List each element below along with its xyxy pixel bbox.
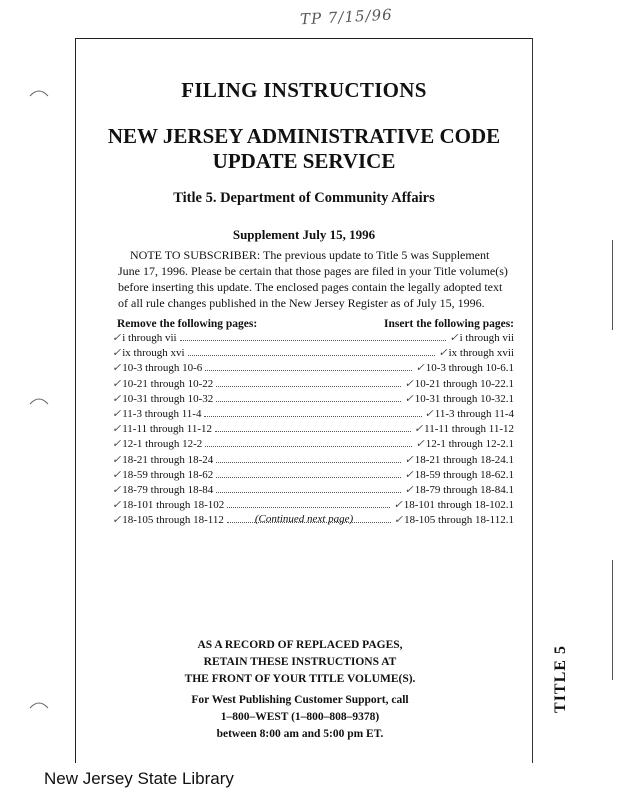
checkmark-icon: ✓ — [112, 453, 122, 466]
insert-cell — [393, 498, 514, 511]
insert-cell — [404, 377, 514, 390]
punch-hole-mark — [28, 696, 50, 710]
table-row — [112, 422, 514, 437]
customer-support-info — [150, 692, 450, 743]
insert-cell — [415, 437, 514, 450]
insert-cell — [438, 346, 514, 359]
checkmark-icon: ✓ — [393, 514, 404, 527]
checkmark-icon: ✓ — [424, 407, 434, 420]
insert-cell — [425, 407, 514, 420]
table-row — [112, 498, 514, 513]
insert-cell — [404, 453, 514, 466]
insert-pages-text: 18-105 through 18-112.1 — [404, 514, 514, 527]
insert-pages-text: 12-1 through 12-2.1 — [425, 438, 514, 451]
remove-pages-text: 18-101 through 18-102 — [122, 499, 225, 512]
remove-cell — [112, 346, 185, 359]
title-side-tab: TITLE 5 — [551, 645, 569, 713]
handwritten-annotation: TP 7/15/96 — [299, 5, 394, 29]
insert-pages-text: 10-21 through 10-22.1 — [414, 377, 514, 390]
remove-pages-text: 10-31 through 10-32 — [122, 392, 214, 405]
remove-pages-text: 18-59 through 18-62 — [122, 468, 214, 481]
frame-top-rule — [75, 38, 533, 39]
dot-leader — [215, 423, 411, 432]
remove-cell — [112, 437, 202, 450]
remove-cell — [112, 407, 201, 420]
checkmark-icon: ✓ — [112, 377, 122, 390]
punch-hole-mark — [28, 84, 50, 98]
insert-cell — [404, 483, 514, 496]
remove-pages-text: 10-3 through 10-6 — [122, 362, 203, 375]
record-line: AS A RECORD OF REPLACED PAGES, — [197, 639, 403, 651]
dot-leader — [216, 484, 401, 493]
insert-pages-text: 18-101 through 18-102.1 — [403, 499, 514, 512]
checkmark-icon: ✓ — [112, 468, 122, 481]
table-row — [112, 331, 514, 346]
record-line: THE FRONT OF YOUR TITLE VOLUME(S). — [184, 673, 416, 685]
table-row — [112, 377, 514, 392]
table-row — [112, 437, 514, 452]
insert-cell — [404, 468, 514, 481]
checkmark-icon: ✓ — [438, 347, 448, 360]
checkmark-icon: ✓ — [112, 347, 122, 360]
checkmark-icon: ✓ — [404, 453, 414, 466]
support-phone: 1–800–WEST (1–800–808–9378) — [220, 711, 380, 723]
insert-pages-text: ix through xvii — [448, 347, 514, 360]
checkmark-icon: ✓ — [112, 499, 122, 512]
remove-cell — [112, 361, 202, 374]
checkmark-icon: ✓ — [404, 392, 414, 405]
continued-note: (Continued next page) — [254, 513, 354, 525]
remove-pages-text: 11-3 through 11-4 — [122, 407, 202, 420]
remove-column-header: Remove the following pages: — [117, 318, 258, 330]
title-subtitle: Title 5. Department of Community Affairs — [173, 190, 435, 206]
remove-cell — [112, 483, 213, 496]
remove-cell — [112, 468, 213, 481]
code-title-line1: NEW JERSEY ADMINISTRATIVE CODE — [107, 124, 501, 148]
support-line: For West Publishing Customer Support, call — [191, 694, 409, 706]
page-title: FILING INSTRUCTIONS — [181, 78, 427, 102]
insert-pages-text: 18-21 through 18-24.1 — [414, 453, 514, 466]
frame-right-rule — [532, 38, 533, 763]
table-row — [112, 407, 514, 422]
checkmark-icon: ✓ — [112, 392, 122, 405]
table-row — [112, 346, 514, 361]
dot-leader — [180, 332, 447, 341]
support-hours: between 8:00 am and 5:00 pm ET. — [216, 728, 384, 740]
library-footer: New Jersey State Library — [44, 769, 234, 788]
insert-cell — [415, 361, 514, 374]
remove-pages-text: 18-105 through 18-112 — [122, 514, 224, 527]
table-row — [112, 468, 514, 483]
dot-leader — [227, 499, 390, 508]
subscriber-note: NOTE TO SUBSCRIBER: The previous update to Title 5 was Supplement June 17, 1996. Please be certain that those pages are filed in your Title volume(s) before inserting this update. The enclosed pages contain the legally adopted text of all rule changes published in the New Jersey Register as of July 15, 1996. — [118, 248, 508, 310]
dot-leader — [205, 362, 412, 371]
insert-pages-text: i through vii — [459, 332, 514, 344]
insert-cell — [404, 392, 514, 405]
record-line: RETAIN THESE INSTRUCTIONS AT — [203, 656, 397, 668]
checkmark-icon: ✓ — [112, 438, 122, 451]
checkmark-icon: ✓ — [112, 407, 122, 420]
checkmark-icon: ✓ — [112, 332, 122, 344]
remove-cell — [112, 422, 212, 435]
supplement-date: Supplement July 15, 1996 — [232, 227, 376, 242]
remove-pages-text: 11-11 through 11-12 — [122, 423, 213, 436]
remove-cell — [112, 392, 213, 405]
scan-edge-mark — [612, 240, 613, 330]
code-title-line2: UPDATE SERVICE — [212, 149, 396, 173]
checkmark-icon: ✓ — [112, 423, 122, 436]
remove-pages-text: i through vii — [122, 332, 177, 344]
checkmark-icon: ✓ — [393, 499, 403, 512]
remove-cell — [112, 331, 177, 344]
remove-pages-text: 12-1 through 12-2 — [122, 438, 203, 451]
checkmark-icon: ✓ — [415, 438, 425, 451]
dot-leader — [216, 469, 401, 478]
remove-pages-text: 10-21 through 10-22 — [122, 377, 214, 390]
checkmark-icon: ✓ — [112, 362, 122, 375]
remove-cell — [112, 377, 213, 390]
remove-cell — [112, 453, 213, 466]
checkmark-icon: ✓ — [404, 483, 414, 496]
insert-pages-text: 11-3 through 11-4 — [434, 407, 514, 420]
remove-pages-text: ix through xvi — [122, 347, 185, 360]
dot-leader — [216, 378, 401, 387]
insert-pages-text: 18-79 through 18-84.1 — [414, 483, 514, 496]
insert-cell — [449, 331, 514, 344]
table-row — [112, 453, 514, 468]
checkmark-icon: ✓ — [413, 423, 424, 436]
remove-pages-text: 18-21 through 18-24 — [122, 453, 214, 466]
scan-edge-mark — [612, 560, 613, 680]
remove-pages-text: 18-79 through 18-84 — [122, 483, 214, 496]
checkmark-icon: ✓ — [449, 332, 459, 344]
dot-leader — [216, 454, 401, 463]
insert-pages-text: 18-59 through 18-62.1 — [414, 468, 514, 481]
insert-pages-text: 10-3 through 10-6.1 — [425, 362, 514, 375]
checkmark-icon: ✓ — [404, 377, 414, 390]
record-instructions — [150, 637, 450, 688]
table-row — [112, 483, 514, 498]
remove-cell — [112, 498, 224, 511]
dot-leader — [204, 408, 421, 417]
insert-pages-text: 10-31 through 10-32.1 — [414, 392, 514, 405]
checkmark-icon: ✓ — [112, 514, 122, 527]
table-row — [112, 361, 514, 376]
dot-leader — [205, 438, 412, 447]
insert-cell — [414, 422, 514, 435]
insert-column-header: Insert the following pages: — [383, 318, 514, 330]
page-replacement-list — [112, 331, 514, 528]
code-title — [76, 124, 532, 174]
insert-pages-text: 11-11 through 11-12 — [424, 423, 514, 436]
dot-leader — [188, 347, 436, 356]
checkmark-icon: ✓ — [415, 362, 425, 375]
table-row — [112, 392, 514, 407]
checkmark-icon: ✓ — [404, 468, 414, 481]
dot-leader — [216, 393, 401, 402]
checkmark-icon: ✓ — [112, 483, 122, 496]
punch-hole-mark — [28, 392, 50, 406]
